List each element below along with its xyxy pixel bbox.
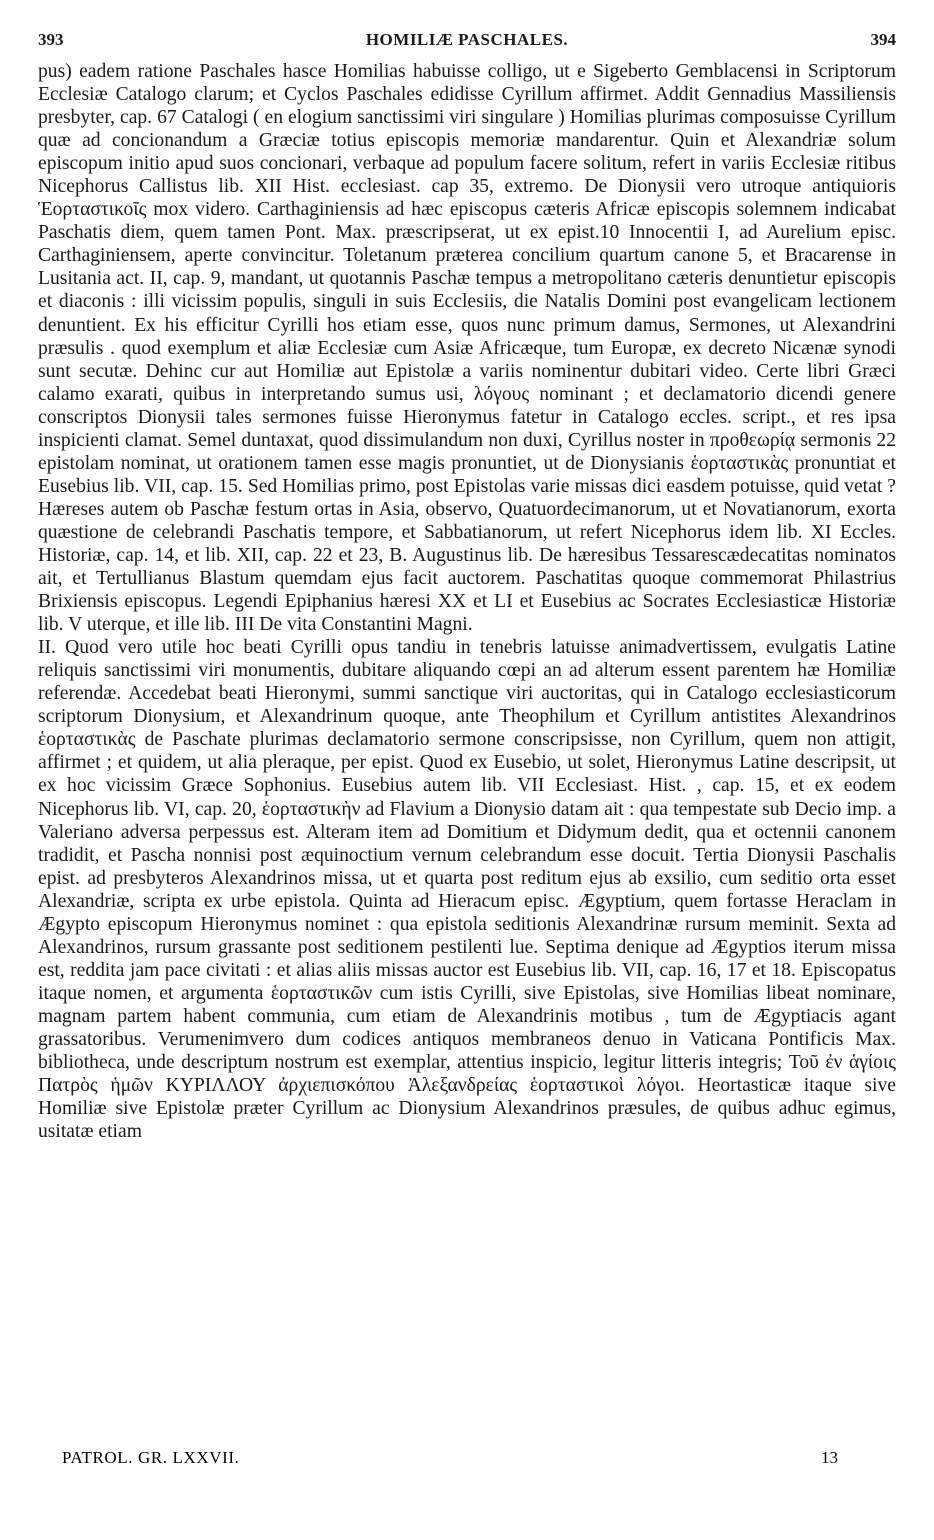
running-title: HOMILIÆ PASCHALES. [365, 30, 569, 49]
series-signature: PATROL. GR. LXXVII. [62, 1448, 240, 1467]
page-footer [62, 1448, 838, 1472]
paragraph-2: II. Quod vero utile hoc beati Cyrilli opus tandiu in tenebris latuisse animadvertissem, evulgatis Latine reliquis sanctissimi viri monumentis, dubitare aliquando cœpi an ad alterum essent parentem hæ Homiliæ referendæ. Accedebat beati Hieronymi, summi sanctique viri auctoritas, qui in Catalogo ecclesiasticorum scriptorum Dionysium, et Alexandrinum quoque, ante Theophilum et Cyrillum antistites Alexandrinos ἑορταστικὰς de Paschate plurimas declamatorio sermone conscripsisse, non Cyrillum, quem non attigit, affirmet ; et quidem, ut alia pleraque, per epist. Quod ex Eusebio, ut solet, Hieronymus Latine descripsit, ut ex hoc vicissim Græce Sophonius. Eusebius autem lib. VII Ecclesiast. Hist. , cap. 15, et ex eodem Nicephorus lib. VI, cap. 20, ἑορταστικὴν ad Flavium a Dionysio datam ait : qua tempestate sub Decio imp. a Valeriano adversa perpessus est. Alteram item ad Domitium et Didymum dedit, qua et octennii canonem tradidit, et Pascha nonnisi post æquinoctium vernum celebrandum esse docuit. Tertia Dionysii Paschalis epist. ad presbyteros Alexandrinos missa, ut et quarta post reditum ejus ab exsilio, cum seditio orta esset Alexandriæ, scripta ex urbe epistola. Quinta ad Hieracum episc. Ægyptium, quem fortasse Heraclam in Ægypto episcopum Hieronymus nominet : qua epistola seditionis Alexandrinæ rursum meminit. Sexta ad Alexandrinos, rursum grassante post seditionem pestilenti lue. Septima denique ad Ægyptios iterum missa est, reddita jam pace civitati : et alias aliis missas auctor est Eusebius lib. VII, cap. 16, 17 et 18. Episcopatus itaque nomen, et argumenta ἑορταστικῶν cum istis Cyrilli, sive Epistolas, sive Homilias libeat nominare, magnam partem habent communia, cum etiam de Alexandrinis motibus , tum de Ægyptiacis agant grassatoribus. Verumenimvero dum codices antiquos membraneos denuo in Vaticana Pontificis Max. bibliotheca, unde descriptum nostrum est exemplar, attentius inspicio, legitur litteris integris; Τοῦ ἐν ἁγίοις Πατρὸς ἡμῶν ΚΥΡΙΛΛΟΥ ἀρχιεπισκόπου Ἀλεξανδρείας ἑορταστικοὶ λόγοι. Heortasticæ itaque sive Homiliæ sive Epistolæ præter Cyrillum ac Dionysium Alexandrinos præsules, de quibus adhuc egimus, usitatæ etiam [38, 637, 896, 1143]
gathering-signature: 13 [821, 1448, 838, 1467]
book-page [38, 30, 896, 1143]
left-page-number: 393 [38, 30, 64, 49]
running-header [38, 30, 896, 60]
right-page-number: 394 [870, 30, 896, 49]
paragraph-1: pus) eadem ratione Paschales hasce Homilias habuisse colligo, ut e Sigeberto Gemblacensi in Scriptorum Ecclesiæ Catalogo clarum; et Cyclos Paschales edidisse Cyrillum affirmet. Addit Gennadius Massiliensis presbyter, cap. 67 Catalogi ( en elogium sanctissimi viri singulare ) Homilias plurimas composuisse Cyrillum quæ ad concionandum a Græciæ totius episcopis memoriæ mandarentur. Quin et Alexandriæ solum episcopum initio apud suos concionari, verbaque ad populum facere solitum, refert in variis Ecclesiæ ritibus Nicephorus Callistus lib. XII Hist. ecclesiast. cap 35, extremo. De Dionysii vero utroque antiquioris Ἑορταστικοῖς mox videro. Carthaginiensis ad hæc episcopus cæteris Africæ episcopis solemnem indicabat Paschatis diem, quem tamen Pont. Max. præscripserat, ut ex epist.10 Innocentii I, ad Aurelium episc. Carthaginiensem, aperte convincitur. Toletanum præterea concilium quartum canone 5, et Bracarense in Lusitania act. II, cap. 9, mandant, ut quotannis Paschæ tempus a metropolitano cæteris denuntietur episcopis et diaconis : illi vicissim populis, singuli in suis Ecclesiis, die Natalis Domini post evangelicam lectionem denuntient. Ex his efficitur Cyrilli hos etiam esse, quos nunc primum damus, Sermones, ut Alexandrini præsulis . quod exemplum et aliæ Ecclesiæ cum Asiæ Africæque, tum Europæ, ex decreto Nicænæ synodi sunt secutæ. Dehinc cur aut Homiliæ aut Epistolæ a variis nominentur dubitari video. Certe libri Græci calamo exarati, quibus in interpretando sumus usi, λόγους nominant ; et declamatorio dicendi genere conscriptos Dionysii tales sermones fuisse Hieronymus fatetur in Catalogo eccles. script., et res ipsa inspicienti clamat. Semel duntaxat, quod dissimulandum non duxi, Cyrillus noster in προθεωρίᾳ sermonis 22 epistolam nominat, ut orationem tamen esse magis pronuntiet, ut de Dionysianis ἑορταστικὰς pronuntiat et Eusebius lib. VII, cap. 15. Sed Homilias primo, post Epistolas varie missas dici easdem potuisse, quid vetat ? Hæreses autem ob Paschæ festum ortas in Asia, observo, Quatuordecimanorum, ut et Novatianorum, exorta quæstione de celebrandi Paschatis tempore, et Sabbatianorum, ut refert Nicephorus idem lib. XI Eccles. Historiæ, cap. 14, et lib. XII, cap. 22 et 23, B. Augustinus lib. De hæresibus Tessarescædecatitas nominatos ait, et Tertullianus Blastum quemdam ejus facit auctorem. Paschatitas quoque commemorat Philastrius Brixiensis episcopus. Legendi Epiphanius hæresi XX et LI et Eusebius ac Socrates Ecclesiasticæ Historiæ lib. V uterque, et ille lib. III De vita Constantini Magni. [38, 61, 896, 636]
body-text [38, 60, 896, 1143]
